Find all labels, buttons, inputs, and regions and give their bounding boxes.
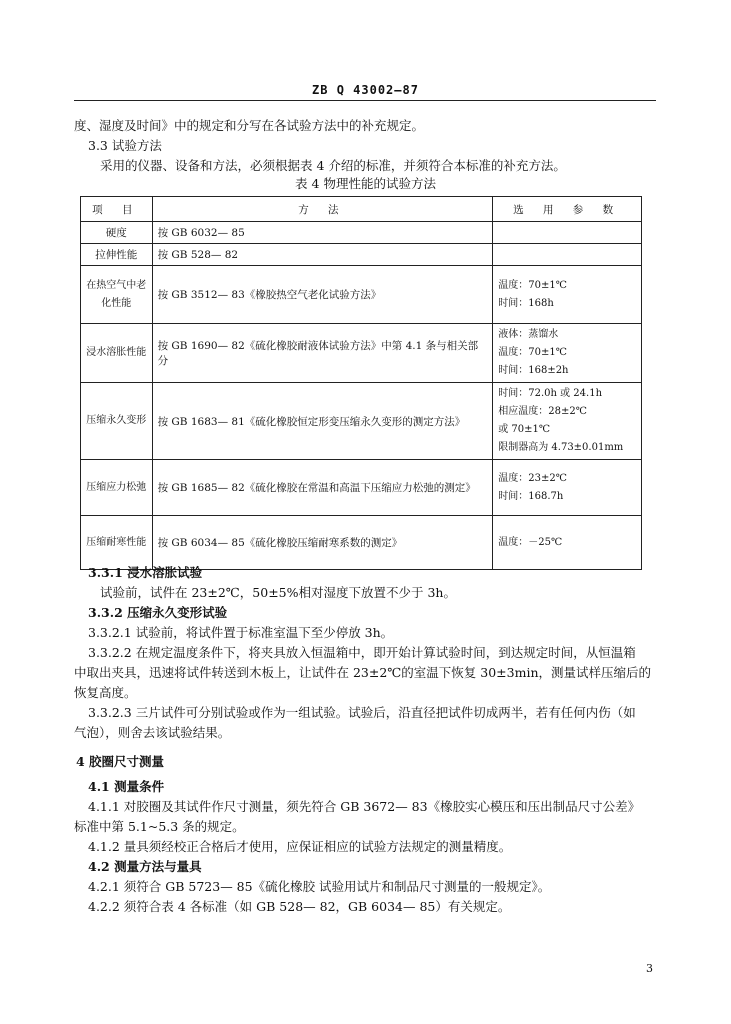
row-method: 按 GB 1685— 82《硫化橡胶在常温和高温下压缩应力松弛的测定》 bbox=[152, 460, 493, 516]
row-method: 按 GB 6032— 85 bbox=[152, 222, 493, 244]
row-params bbox=[493, 266, 642, 324]
param-line: 液体：蒸馏水 bbox=[498, 329, 559, 340]
table-header-row bbox=[81, 197, 642, 222]
section-3-3-2-title: 3.3.2 压缩永久变形试验 bbox=[88, 605, 228, 620]
table-row bbox=[81, 383, 642, 460]
row-params bbox=[493, 222, 642, 244]
param-line: 时间：168h bbox=[498, 297, 554, 309]
param-line: 时间：168±2h bbox=[498, 365, 569, 376]
param-line: 时间：72.0h 或 24.1h bbox=[498, 388, 603, 399]
row-item: 压缩耐寒性能 bbox=[81, 516, 153, 570]
row-method: 按 GB 528— 82 bbox=[152, 244, 493, 266]
section-4-1-title: 4.1 测量条件 bbox=[88, 779, 165, 794]
param-line: 时间：168.7h bbox=[498, 490, 564, 502]
param-line: 温度：70±1℃ bbox=[498, 347, 567, 358]
col-header-method: 方 法 bbox=[152, 197, 493, 222]
section-4-title: 4 胶圈尺寸测量 bbox=[76, 754, 165, 769]
table-caption: 表 4 物理性能的试验方法 bbox=[295, 176, 436, 191]
row-item: 压缩应力松弛 bbox=[81, 460, 153, 516]
section-3-3-1-title: 3.3.1 浸水溶胀试验 bbox=[88, 565, 203, 580]
section-3-3-2-2-line3: 恢复高度。 bbox=[74, 685, 137, 700]
section-4-1-1-line1: 4.1.1 对胶圈及其试件作尺寸测量，须先符合 GB 3672— 83《橡胶实心模压和压出制品尺寸公差》 bbox=[88, 799, 641, 814]
section-4-1-1-line2: 标准中第 5.1~5.3 条的规定。 bbox=[74, 819, 245, 834]
section-3-3-2-2-line2: 中取出夹具，迅速将试件转送到木板上，让试件在 23±2℃的室温下恢复 30±3min，测量试样压缩后的 bbox=[74, 665, 651, 680]
section-3-3-2-1: 3.3.2.1 试验前，将试件置于标准室温下至少停放 3h。 bbox=[88, 625, 394, 640]
row-method: 按 GB 1690— 82《硫化橡胶耐液体试验方法》中第 4.1 条与相关部分 bbox=[152, 324, 493, 383]
row-method: 按 GB 1683— 81《硫化橡胶恒定形变压缩永久变形的测定方法》 bbox=[152, 383, 493, 460]
row-params bbox=[493, 383, 642, 460]
section-3-3-title: 3.3 试验方法 bbox=[88, 138, 162, 153]
table-row bbox=[81, 244, 642, 266]
row-params bbox=[493, 460, 642, 516]
section-4-2-2: 4.2.2 须符合表 4 各标准（如 GB 528— 82，GB 6034— 85）有关规定。 bbox=[88, 899, 511, 914]
header-rule bbox=[74, 100, 656, 101]
col-header-params: 选 用 参 数 bbox=[493, 197, 642, 222]
param-line: 温度：－25℃ bbox=[498, 536, 563, 548]
row-params bbox=[493, 244, 642, 266]
col-header-item: 项 目 bbox=[81, 197, 153, 222]
section-3-3-2-2-line1: 3.3.2.2 在规定温度条件下，将夹具放入恒温箱中，即开始计算试验时间，到达规定时间，从恒温箱 bbox=[88, 645, 636, 660]
row-method: 按 GB 6034— 85《硫化橡胶压缩耐寒系数的测定》 bbox=[152, 516, 493, 570]
row-method: 按 GB 3512— 83《橡胶热空气老化试验方法》 bbox=[152, 266, 493, 324]
table-row bbox=[81, 324, 642, 383]
section-3-3-2-3-line2: 气泡），则舍去该试验结果。 bbox=[74, 725, 231, 740]
test-methods-table bbox=[80, 196, 642, 570]
row-item: 硬度 bbox=[81, 222, 153, 244]
param-line: 限制器高为 4.73±0.01mm bbox=[498, 442, 624, 453]
table-row bbox=[81, 266, 642, 324]
row-item: 拉伸性能 bbox=[81, 244, 153, 266]
section-3-3-1-para: 试验前，试件在 23±2℃，50±5%相对湿度下放置不少于 3h。 bbox=[100, 585, 456, 600]
section-4-2-title: 4.2 测量方法与量具 bbox=[88, 859, 202, 874]
param-line: 温度：70±1℃ bbox=[498, 279, 567, 291]
row-item: 压缩永久变形 bbox=[81, 383, 153, 460]
param-line: 相应温度：28±2℃ bbox=[498, 406, 587, 417]
section-3-3-para: 采用的仪器、设备和方法，必须根据表 4 介绍的标准，并须符合本标准的补充方法。 bbox=[100, 158, 566, 173]
section-4-2-1: 4.2.1 须符合 GB 5723— 85《硫化橡胶 试验用试片和制品尺寸测量的一般规定》。 bbox=[88, 879, 551, 894]
param-line: 温度：23±2℃ bbox=[498, 472, 567, 484]
row-item: 在热空气中老化性能 bbox=[81, 266, 153, 324]
row-params bbox=[493, 516, 642, 570]
row-item: 浸水溶胀性能 bbox=[81, 324, 153, 383]
table-row bbox=[81, 222, 642, 244]
intro-line: 度、湿度及时间》中的规定和分写在各试验方法中的补充规定。 bbox=[74, 118, 425, 133]
page-number: 3 bbox=[646, 962, 653, 975]
param-line: 或 70±1℃ bbox=[498, 424, 551, 435]
section-3-3-2-3-line1: 3.3.2.3 三片试件可分别试验或作为一组试验。试验后，沿直径把试件切成两半，若有任何内伤（如 bbox=[88, 705, 636, 720]
row-params bbox=[493, 324, 642, 383]
table-row bbox=[81, 460, 642, 516]
section-4-1-2: 4.1.2 量具须经校正合格后才使用，应保证相应的试验方法规定的测量精度。 bbox=[88, 839, 512, 854]
header-code: ZB Q 43002—87 bbox=[312, 83, 419, 97]
table-row bbox=[81, 516, 642, 570]
